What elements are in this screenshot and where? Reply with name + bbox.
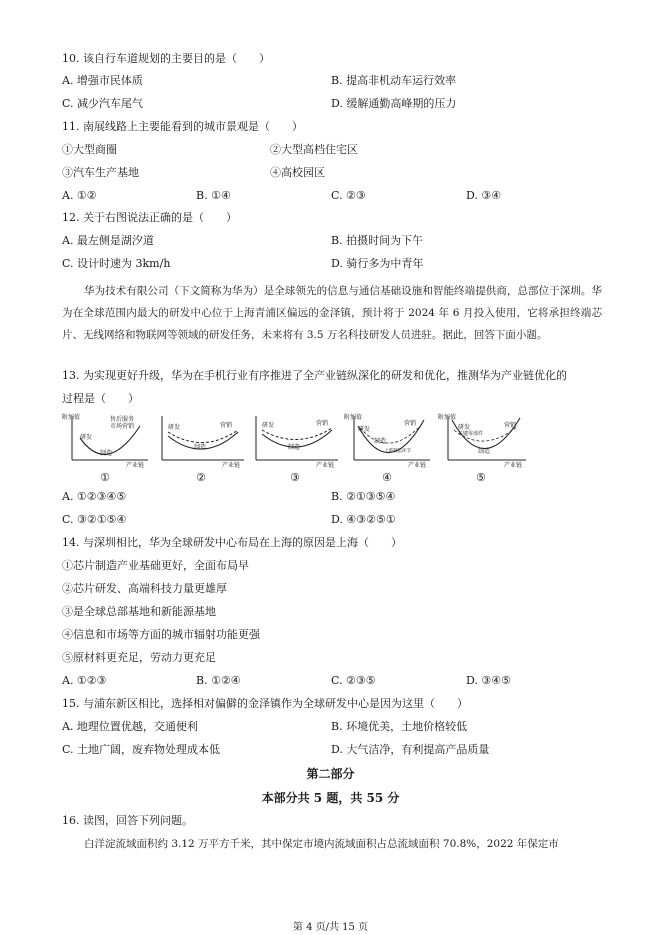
panel-number: ⑤ <box>476 471 486 484</box>
chain-label: 研发 <box>168 424 181 431</box>
huawei-passage: 华为技术有限公司（下文简称为华为）是全球领先的信息与通信基础设施和智能终端提供商，总部位于深圳。华为在全球范围内最大的研发中心位于上海青浦区偏远的金泽镇，预计将于 2024 年 6 月投入使用，它将承担终端芯片、无线网络和物联网等领域的研发任务，未来将有 3.5 万名科技研发人员进驻。据此，回答下面小题。 <box>62 285 602 341</box>
q14-statement-5: ⑤原材料更充足，劳动力更充足 <box>62 651 216 664</box>
q13-stem-line2: 过程是（ ） <box>62 392 139 405</box>
q10-option-a: A. 增强市民体质 <box>62 74 143 87</box>
page-footer: 第 4 页/共 15 页 <box>292 922 369 933</box>
q13-stem-line1: 13. 为实现更好升级，华为在手机行业有序推进了全产业链纵深化的研发和优化，推测华为产业链优化的 <box>62 369 567 382</box>
q14-statement-1: ①芯片制造产业基础更好，全面布局早 <box>62 559 249 572</box>
chain-label: 营销 <box>220 422 233 429</box>
chain-label: 营销 <box>404 420 417 427</box>
q11-stem: 11. 南展线路上主要能看到的城市景观是（ ） <box>62 120 303 133</box>
chain-label: 制造 <box>374 438 387 445</box>
q15-option-c: C. 土地广阔，废弃物处理成本低 <box>62 743 221 756</box>
q11-statement-1: ①大型商圈 <box>62 143 117 156</box>
q13-option-d: D. ④③②⑤① <box>331 513 396 526</box>
q12-option-c: C. 设计时速为 3km/h <box>62 257 171 270</box>
q11-option-a: A. ①② <box>62 189 97 202</box>
q14-statement-3: ③是全球总部基地和新能源基地 <box>62 605 216 618</box>
chain-label: 制造 <box>288 444 301 451</box>
q12-option-a: A. 最左侧是湖汐道 <box>62 234 154 247</box>
chain-panel-1 <box>62 414 150 482</box>
q13-option-a: A. ①②③④⑤ <box>62 490 127 503</box>
chain-label: 制造 <box>478 448 491 455</box>
q12-option-d: D. 骑行多为中青年 <box>331 257 424 270</box>
chain-label: 研发 <box>458 424 471 431</box>
y-axis-label: 附加值 <box>344 414 363 421</box>
x-axis-label: 产业链 <box>408 462 427 469</box>
y-axis-label: 附加值 <box>62 414 81 421</box>
chain-panel-2 <box>158 414 246 482</box>
section-subtitle: 本部分共 5 题，共 55 分 <box>261 791 400 805</box>
x-axis-label: 产业链 <box>504 462 523 469</box>
q14-option-c: C. ②③⑤ <box>331 674 376 687</box>
chain-label: 研发 <box>262 422 275 429</box>
chain-label: 市场营销 <box>110 423 135 430</box>
q13-option-b: B. ②①③⑤④ <box>331 490 396 503</box>
chain-panel-5 <box>438 414 526 482</box>
q15-option-d: D. 大气洁净，有利提高产品质量 <box>331 743 490 756</box>
panel-number: ② <box>196 471 206 484</box>
panel-number: ③ <box>290 471 300 484</box>
q14-statement-2: ②芯片研发、高端科技力量更雄厚 <box>62 582 227 595</box>
q14-option-a: A. ①②③ <box>62 674 107 687</box>
y-axis-label: 附加值 <box>438 414 457 421</box>
q13-option-c: C. ③②①⑤④ <box>62 513 127 526</box>
q11-option-c: C. ②③ <box>331 189 366 202</box>
q15-stem: 15. 与浦东新区相比，选择相对偏僻的金泽镇作为全球研发中心是因为这里（ ） <box>62 697 468 710</box>
chain-panel-4 <box>344 414 432 482</box>
chain-panel-3 <box>252 414 340 482</box>
q11-option-b: B. ①④ <box>196 189 231 202</box>
x-axis-label: 产业链 <box>126 462 145 469</box>
panel-number: ④ <box>382 471 392 484</box>
q11-statement-3: ③汽车生产基地 <box>62 166 139 179</box>
section-title: 第二部分 <box>306 767 355 781</box>
q14-option-b: B. ①②④ <box>196 674 241 687</box>
x-axis-label: 产业链 <box>316 462 335 469</box>
q10-option-b: B. 提高非机动车运行效率 <box>331 74 457 87</box>
x-axis-label: 产业链 <box>222 462 241 469</box>
chain-label: 制造 <box>194 444 207 451</box>
chain-label: 营销 <box>504 422 517 429</box>
q12-option-b: B. 拍摄时间为下午 <box>331 234 424 247</box>
q11-statement-4: ④高校园区 <box>270 166 325 179</box>
q12-stem: 12. 关于右图说法正确的是（ ） <box>62 211 237 224</box>
q16-stem: 16. 读图，回答下列问题。 <box>62 814 193 827</box>
q14-stem: 14. 与深圳相比，华为全球研发中心布局在上海的原因是上海（ ） <box>62 536 402 549</box>
q10-option-c: C. 减少汽车尾气 <box>62 97 144 110</box>
q11-statement-2: ②大型高档住宅区 <box>270 143 358 156</box>
value-chain-diagram <box>62 414 532 484</box>
q10-stem: 10. 该自行车道规划的主要目的是（ ） <box>62 52 270 65</box>
q15-option-b: B. 环境优美，土地价格较低 <box>331 720 468 733</box>
chain-label: 营销 <box>316 420 329 427</box>
panel-number: ① <box>100 471 110 484</box>
q16-text: 白洋淀流域面积约 3.12 万平方千米，其中保定市境内流域面积占总流域面积 70.8%，2022 年保定市 <box>84 838 559 850</box>
q11-option-d: D. ③④ <box>466 189 502 202</box>
chain-label: 关键零部件 <box>458 431 484 437</box>
chain-label: 制造 <box>100 450 113 457</box>
q14-option-d: D. ③④⑤ <box>466 674 512 687</box>
chain-label: 研发 <box>80 434 93 441</box>
q14-statement-4: ④信息和市场等方面的城市辐射功能更强 <box>62 628 260 641</box>
chain-label: 上游制造环节 <box>384 449 411 454</box>
chain-label: 售后服务 <box>110 416 135 423</box>
q15-option-a: A. 地理位置优越，交通便利 <box>62 720 198 733</box>
chain-label: 研发 <box>358 426 371 433</box>
q10-option-d: D. 缓解通勤高峰期的压力 <box>331 97 457 110</box>
